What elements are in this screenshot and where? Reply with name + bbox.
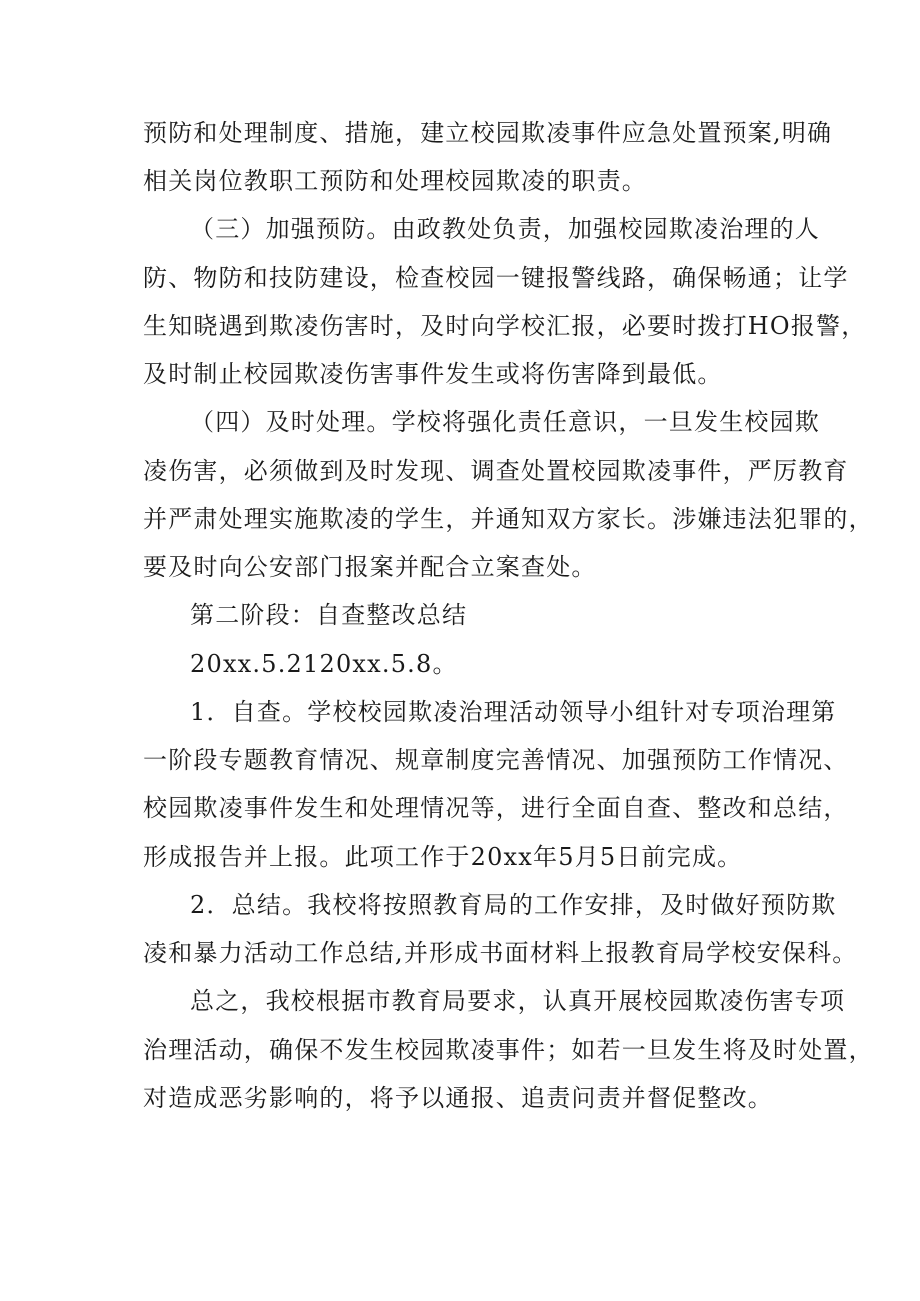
text-line: 防、物防和技防建设，检查校园一键报警线路，确保畅通；让学 bbox=[143, 264, 849, 292]
text-line: 并严肃处理实施欺凌的学生，并通知双方家长。涉嫌违法犯罪的， bbox=[143, 505, 874, 533]
text-line: 凌伤害，必须做到及时发现、调查处置校园欺凌事件，严厉教育 bbox=[143, 457, 849, 485]
text-line: 2．总结。我校将按照教育局的工作安排，及时做好预防欺 bbox=[190, 891, 837, 919]
date-range: 20xx.5.2120xx.5.8。 bbox=[190, 650, 458, 678]
text-line: 总之，我校根据市教育局要求，认真开展校园欺凌伤害专项 bbox=[190, 987, 846, 1015]
text-line: 生知晓遇到欺凌伤害时，及时向学校汇报，必要时拨打HO报警， bbox=[143, 312, 867, 340]
text-line: 及时制止校园欺凌伤害事件发生或将伤害降到最低。 bbox=[143, 360, 723, 388]
text-line: 形成报告并上报。此项工作于20xx年5月5日前完成。 bbox=[143, 843, 743, 871]
text-line: 校园欺凌事件发生和处理情况等，进行全面自查、整改和总结， bbox=[143, 794, 849, 822]
text-line: 一阶段专题教育情况、规章制度完善情况、加强预防工作情况、 bbox=[143, 746, 849, 774]
text-line: 治理活动，确保不发生校园欺凌事件；如若一旦发生将及时处置， bbox=[143, 1036, 874, 1064]
section-heading: 第二阶段：自查整改总结 bbox=[190, 601, 468, 629]
text-line: （三）加强预防。由政教处负责，加强校园欺凌治理的人 bbox=[190, 215, 820, 243]
text-line: 对造成恶劣影响的，将予以通报、追责问责并督促整改。 bbox=[143, 1084, 773, 1112]
text-line: 1．自查。学校校园欺凌治理活动领导小组针对专项治理第 bbox=[190, 698, 837, 726]
text-line: （四）及时处理。学校将强化责任意识，一旦发生校园欺 bbox=[190, 408, 820, 436]
text-line: 凌和暴力活动工作总结,并形成书面材料上报教育局学校安保科。 bbox=[143, 939, 858, 967]
text-line: 要及时向公安部门报案并配合立案查处。 bbox=[143, 553, 597, 581]
text-line: 预防和处理制度、措施，建立校园欺凌事件应急处置预案,明确 bbox=[143, 119, 833, 147]
text-line: 相关岗位教职工预防和处理校园欺凌的职责。 bbox=[143, 167, 647, 195]
